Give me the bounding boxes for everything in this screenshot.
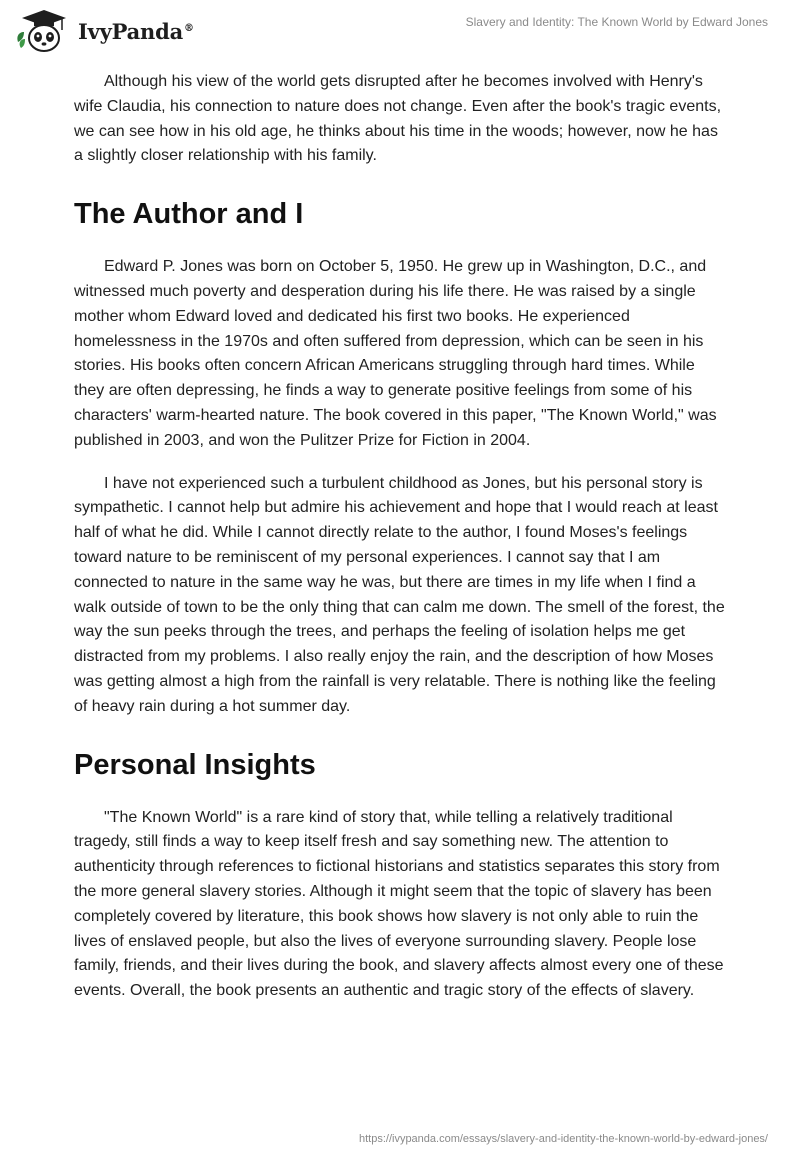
page-header — [0, 0, 800, 60]
panda-graduate-icon — [14, 8, 70, 54]
paragraph-intro: Although his view of the world gets disrupted after he becomes involved with Henry's wife Claudia, his connection to nature does not change. Even after the book's tragic events, we can see how in his old age, he thinks about his time in the woods; however, now he has a slightly closer relationship with his family. — [74, 73, 722, 165]
trademark-symbol: ® — [184, 22, 194, 34]
paragraph-insights: "The Known World" is a rare kind of story that, while telling a relatively traditional tragedy, still finds a way to keep itself fresh and say something new. The attention to authenticity through references to fictional historians and statistics separates this story from the more general slavery stories. Although it might seem that the topic of slavery has been completely covered by literature, this book shows how slavery is not only able to ruin the lives of enslaved people, but also the lives of everyone surrounding slavery. People lose family, friends, and their lives during the book, and slavery affects almost every one of these events. Overall, the book presents an authentic and tragic story of the effects of slavery. — [74, 808, 724, 1000]
source-url-link[interactable]: https://ivypanda.com/essays/slavery-and-identity-the-known-world-by-edward-jones/ — [358, 1133, 768, 1145]
paragraph-author-1: Edward P. Jones was born on October 5, 1950. He grew up in Washington, D.C., and witnessed much poverty and desperation during his life there. He was raised by a single mother whom Edward loved and dedicated his first two books. He experienced homelessness in the 1970s and often suffered from depression, which can be seen in his stories. His books often concern African Americans struggling through hard times. While they are often depressing, he finds a way to generate positive feelings from some of his characters' warm-hearted nature. The book covered in this paper, "The Known World," was published in 2003, and won the Pulitzer Prize for Fiction in 2004. — [74, 258, 717, 449]
brand-name: IvyPanda — [78, 18, 184, 44]
document-title: Slavery and Identity: The Known World by Edward Jones — [465, 15, 768, 29]
heading-personal-insights: Personal Insights — [74, 748, 316, 781]
ivypanda-logo[interactable] — [14, 8, 194, 54]
heading-author-and-i: The Author and I — [74, 198, 304, 231]
essay-body — [74, 70, 728, 1022]
paragraph-author-2: I have not experienced such a turbulent childhood as Jones, but his personal story is sympathetic. I cannot help but admire his achievement and hope that I would reach at least half of what he did. While I cannot directly relate to the author, I found Moses's feelings toward nature to be reminiscent of my personal experiences. I cannot say that I am connected to nature in the same way he was, but there are times in my life when I find a walk outside of town to be the only thing that can calm me down. The smell of the forest, the way the sun peeks through the trees, and perhaps the feeling of isolation helps me get distracted from my problems. I also really enjoy the rain, and the description of how Moses was getting almost a high from the rainfall is very relatable. There is nothing like the feeling of heavy rain during a hot summer day. — [74, 474, 725, 715]
